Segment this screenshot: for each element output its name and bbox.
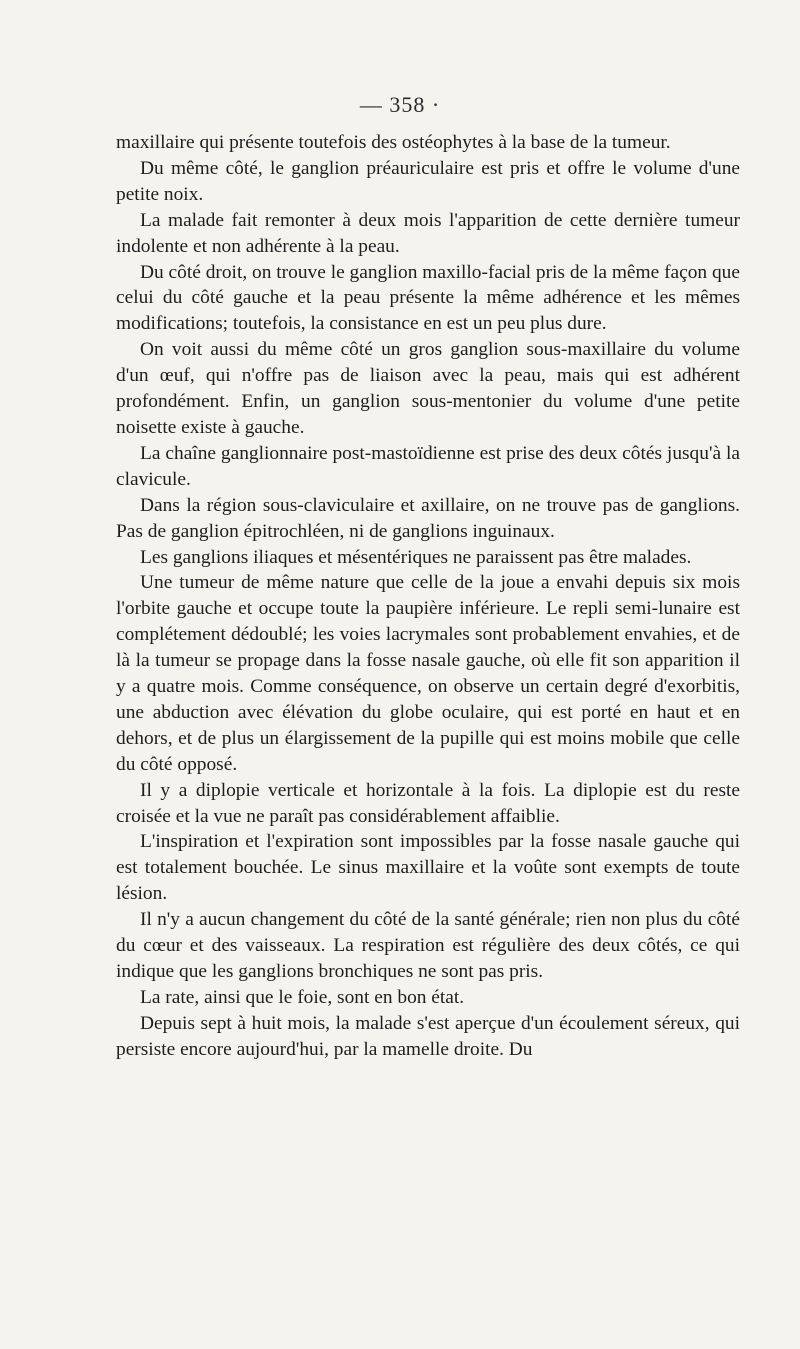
paragraph: L'inspiration et l'expiration sont impossibles par la fosse nasale gauche qui est totalement bouchée. Le sinus maxillaire et la voûte sont exempts de toute lésion. — [116, 831, 740, 905]
paragraph: maxillaire qui présente toutefois des ostéophytes à la base de la tumeur. — [116, 132, 671, 153]
paragraph: Depuis sept à huit mois, la malade s'est aperçue d'un écoulement séreux, qui persiste encore aujourd'hui, par la mamelle droite. Du — [116, 1012, 740, 1060]
paragraph: Il y a diplopie verticale et horizontale à la fois. La diplopie est du reste croisée et la vue ne paraît pas considérablement affaiblie. — [116, 779, 740, 827]
paragraph: La chaîne ganglionnaire post-mastoïdienne est prise des deux côtés jusqu'à la clavicule. — [116, 442, 740, 490]
paragraph: Du même côté, le ganglion préauriculaire est pris et offre le volume d'une petite noix. — [116, 157, 740, 205]
paragraph: Les ganglions iliaques et mésentériques ne paraissent pas être malades. — [140, 546, 692, 568]
page-number: — 358 · — [359, 92, 441, 117]
paragraph: La malade fait remonter à deux mois l'apparition de cette dernière tumeur indolente et non adhérente à la peau. — [116, 209, 740, 257]
paragraph: Du côté droit, on trouve le ganglion maxillo-facial pris de la même façon que celui du côté gauche et la peau présente la même adhérence et les mêmes modifications; toutefois, la consistance en est un peu plus dure. — [116, 261, 740, 335]
body-text — [116, 130, 740, 1063]
paragraph: Dans la région sous-claviculaire et axillaire, on ne trouve pas de ganglions. Pas de ganglion épitrochléen, ni de ganglions inguinaux. — [116, 494, 740, 542]
paragraph: La rate, ainsi que le foie, sont en bon état. — [140, 986, 465, 1008]
paragraph: On voit aussi du même côté un gros ganglion sous-maxillaire du volume d'un œuf, qui n'offre pas de liaison avec la peau, mais qui est adhérent profondément. Enfin, un ganglion sous-mentonier du volume d'une petite noisette existe à gauche. — [116, 339, 740, 438]
paragraph: Il n'y a aucun changement du côté de la santé générale; rien non plus du côté du cœur et des vaisseaux. La respiration est régulière des deux côtés, ce qui indique que les ganglions bronchiques ne sont pas pris. — [116, 909, 740, 982]
paragraph: Une tumeur de même nature que celle de la joue a envahi depuis six mois l'orbite gauche et occupe toute la paupière inférieure. Le repli semi-lunaire est complétement dédoublé; les voies lacrymales sont probablement envahies, et de là la tumeur se propage dans la fosse nasale gauche, où elle fit son apparition il y a quatre mois. Comme conséquence, on observe un certain degré d'exorbitis, une abduction avec élévation du globe oculaire, qui est porté en haut et en dehors, et de plus un élargissement de la pupille qui est moins mobile que celle du côté opposé. — [116, 572, 740, 775]
